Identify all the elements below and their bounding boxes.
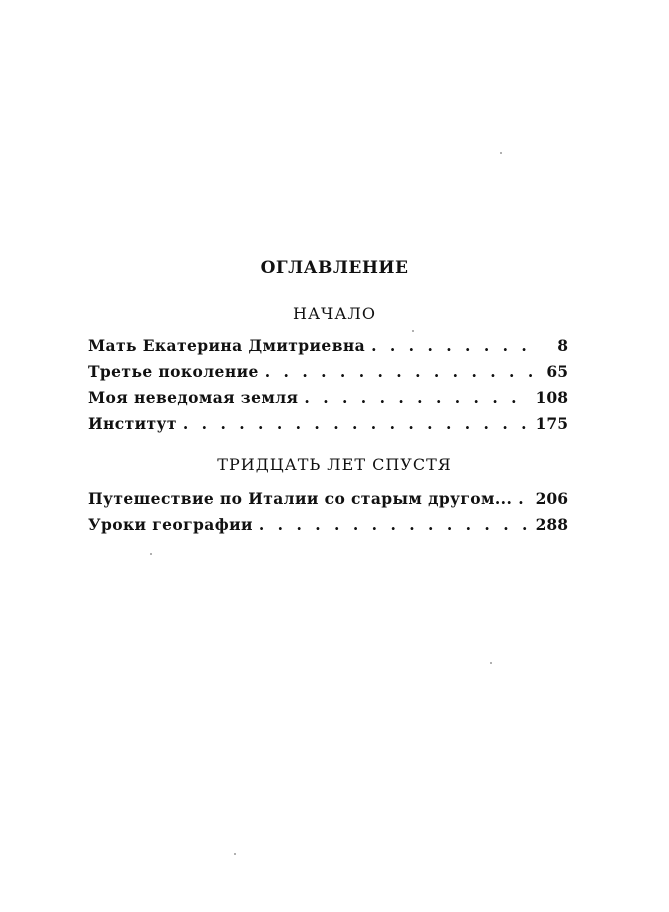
toc-leader-dots <box>183 414 530 433</box>
toc-leader-dots <box>371 336 532 355</box>
toc-leader-dots <box>518 489 529 508</box>
toc-entry[interactable] <box>88 336 568 362</box>
section-title-tridtsat-let-spustya: ТРИДЦАТЬ ЛЕТ СПУСТЯ <box>217 455 452 474</box>
toc-leader-dots <box>265 362 532 381</box>
toc-title: ОГЛАВЛЕНИЕ <box>260 258 409 278</box>
toc-entry-label: Путешествие по Италии со старым другом... <box>88 489 513 508</box>
toc-entry-label: Мать Екатерина Дмитриевна <box>88 336 366 355</box>
toc-entry[interactable] <box>88 362 568 388</box>
scan-speck <box>490 662 492 664</box>
toc-entry[interactable] <box>88 414 568 440</box>
toc-entry-label: Институт <box>88 414 177 433</box>
toc-entry-page: 8 <box>557 336 568 355</box>
toc-leader-dots <box>304 388 529 407</box>
section-title-nachalo: НАЧАЛО <box>292 304 377 323</box>
scan-speck <box>150 553 152 555</box>
section-entries-nachalo <box>88 336 568 440</box>
scan-speck <box>234 853 236 855</box>
toc-entry-page: 288 <box>535 515 568 534</box>
toc-entry-page: 65 <box>546 362 568 381</box>
toc-entry[interactable] <box>88 388 568 414</box>
toc-leader-dots <box>259 515 530 534</box>
scan-speck <box>412 330 414 332</box>
toc-entry-page: 108 <box>535 388 568 407</box>
toc-entry-label: Уроки географии <box>88 515 253 534</box>
section-entries-tridtsat-let-spustya <box>88 489 568 541</box>
scan-speck <box>500 152 502 154</box>
toc-entry-page: 175 <box>535 414 568 433</box>
toc-entry-label: Третье поколение <box>88 362 259 381</box>
toc-entry[interactable] <box>88 489 568 515</box>
toc-entry[interactable] <box>88 515 568 541</box>
toc-entry-page: 206 <box>535 489 568 508</box>
toc-entry-label: Моя неведомая земля <box>88 388 299 407</box>
